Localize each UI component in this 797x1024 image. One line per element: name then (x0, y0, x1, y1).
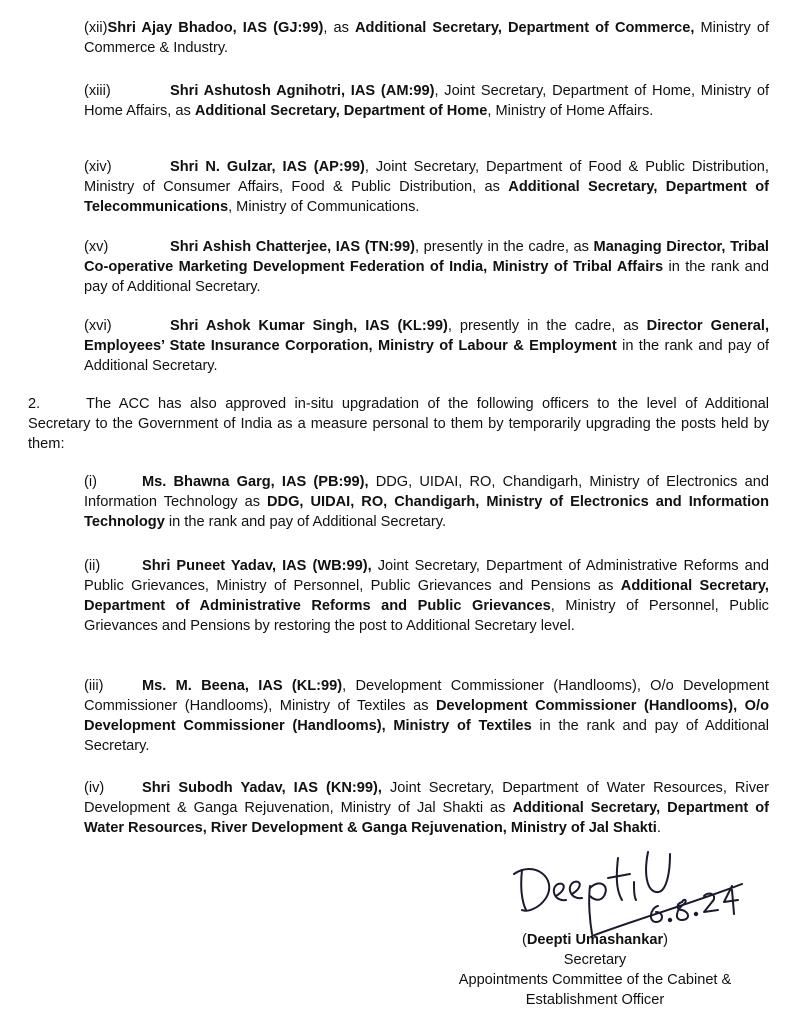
list-item (84, 18, 769, 58)
item-text: , Ministry of Personnel, Public Grievances and Pensions by restoring the post to Additional Secretary level. (84, 598, 769, 634)
item-text: , presently in the cadre, as (447, 318, 647, 334)
list-item (84, 237, 769, 297)
post-title: Additional Secretary, Department of Commerce, (355, 20, 695, 36)
item-number: (xiii) (84, 83, 111, 99)
signatory-name: (Deepti Umashankar) (521, 932, 668, 948)
list-item (84, 556, 769, 636)
item-text: in the rank and pay of Additional Secretary. (164, 514, 447, 530)
officer-name: Shri Ajay Bhadoo, IAS (GJ:99) (107, 20, 324, 36)
post-title: Development Commissioner (Handlooms), O/o Development Commissioner (Handlooms), Ministry of Textiles (84, 698, 769, 734)
item-number: (i) (84, 474, 97, 490)
officer-name: Ms. Bhawna Garg, IAS (PB:99), (142, 474, 369, 490)
signatory-office-line2: Establishment Officer (525, 992, 665, 1008)
item-number: (xv) (84, 239, 109, 255)
item-text: , presently in the cadre, as (414, 239, 594, 255)
list-item (84, 316, 769, 376)
item-text: Ministry of Commerce & Industry. (84, 20, 769, 56)
officer-name: Shri Ashish Chatterjee, IAS (TN:99) (170, 239, 415, 255)
item-text: Joint Secretary, Department of Administrative Reforms and Public Grievances, Ministry of Personnel, Public Grievances and Pensions as (84, 558, 769, 594)
paragraph-number: 2. (28, 396, 41, 412)
signatory-title: Secretary (563, 952, 627, 968)
signatory-name-text: Deepti Umashankar (526, 932, 664, 948)
item-number: (iv) (84, 780, 105, 796)
post-title: Additional Secretary, Department of Administrative Reforms and Public Grievances (84, 578, 769, 614)
item-text: , Ministry of Home Affairs. (487, 103, 654, 119)
officer-name: Ms. M. Beena, IAS (KL:99) (142, 678, 343, 694)
post-title: Additional Secretary, Department of Telecommunications (84, 179, 769, 215)
paragraph-text: The ACC has also approved in-situ upgradation of the following officers to the level of Additional Secretary to the Government of India as a measure personal to them by temporarily upgrading the posts held by them: (28, 396, 769, 452)
list-item (84, 81, 769, 121)
paragraph-2 (28, 394, 769, 454)
post-title: Director General, Employees’ State Insurance Corporation, Ministry of Labour & Employment (84, 318, 770, 354)
officer-name: Shri Puneet Yadav, IAS (WB:99), (142, 558, 372, 574)
list-item (84, 472, 769, 532)
item-text: in the rank and pay of Additional Secretary. (84, 718, 769, 754)
officer-name: Shri N. Gulzar, IAS (AP:99) (170, 159, 365, 175)
officer-name: Shri Ashutosh Agnihotri, IAS (AM:99) (170, 83, 435, 99)
item-text: , Joint Secretary, Department of Home, Ministry of Home Affairs, as (84, 83, 770, 119)
item-number: (xvi) (84, 318, 112, 334)
item-text: , Ministry of Communications. (228, 199, 420, 215)
item-text: . (656, 820, 661, 836)
signature-block (410, 930, 780, 1010)
officer-name: Shri Ashok Kumar Singh, IAS (KL:99) (170, 318, 448, 334)
item-text: , Joint Secretary, Department of Food & Public Distribution, Ministry of Consumer Affairs, Food & Public Distribution, as (84, 159, 769, 195)
item-text: in the rank and pay of Additional Secretary. (84, 338, 769, 374)
list-item (84, 157, 769, 217)
item-text: , as (323, 20, 355, 36)
item-text: in the rank and pay of Additional Secretary. (84, 259, 769, 295)
list-item (84, 676, 769, 756)
officer-name: Shri Subodh Yadav, IAS (KN:99), (142, 780, 382, 796)
post-title: Additional Secretary, Department of Water Resources, River Development & Ganga Rejuvenation, Ministry of Jal Shakti (84, 800, 770, 836)
handwritten-signature (500, 838, 750, 938)
post-title: Additional Secretary, Department of Home (194, 103, 488, 119)
item-text: Joint Secretary, Department of Water Resources, River Development & Ganga Rejuvenation, Ministry of Jal Shakti as (84, 780, 769, 816)
item-number: (xii) (84, 20, 108, 36)
signatory-office-line1: Appointments Committee of the Cabinet & (458, 972, 732, 988)
post-title: Managing Director, Tribal Co-operative Marketing Development Federation of India, Ministry of Tribal Affairs (84, 239, 769, 275)
item-text: DDG, UIDAI, RO, Chandigarh, Ministry of Electronics and Information Technology as (84, 474, 769, 510)
item-number: (xiv) (84, 159, 112, 175)
list-item (84, 778, 769, 838)
post-title: DDG, UIDAI, RO, Chandigarh, Ministry of Electronics and Information Technology (84, 494, 769, 530)
item-number: (ii) (84, 558, 101, 574)
item-text: , Development Commissioner (Handlooms), O/o Development Commissioner (Handlooms), Ministry of Textiles as (84, 678, 769, 714)
item-number: (iii) (84, 678, 104, 694)
